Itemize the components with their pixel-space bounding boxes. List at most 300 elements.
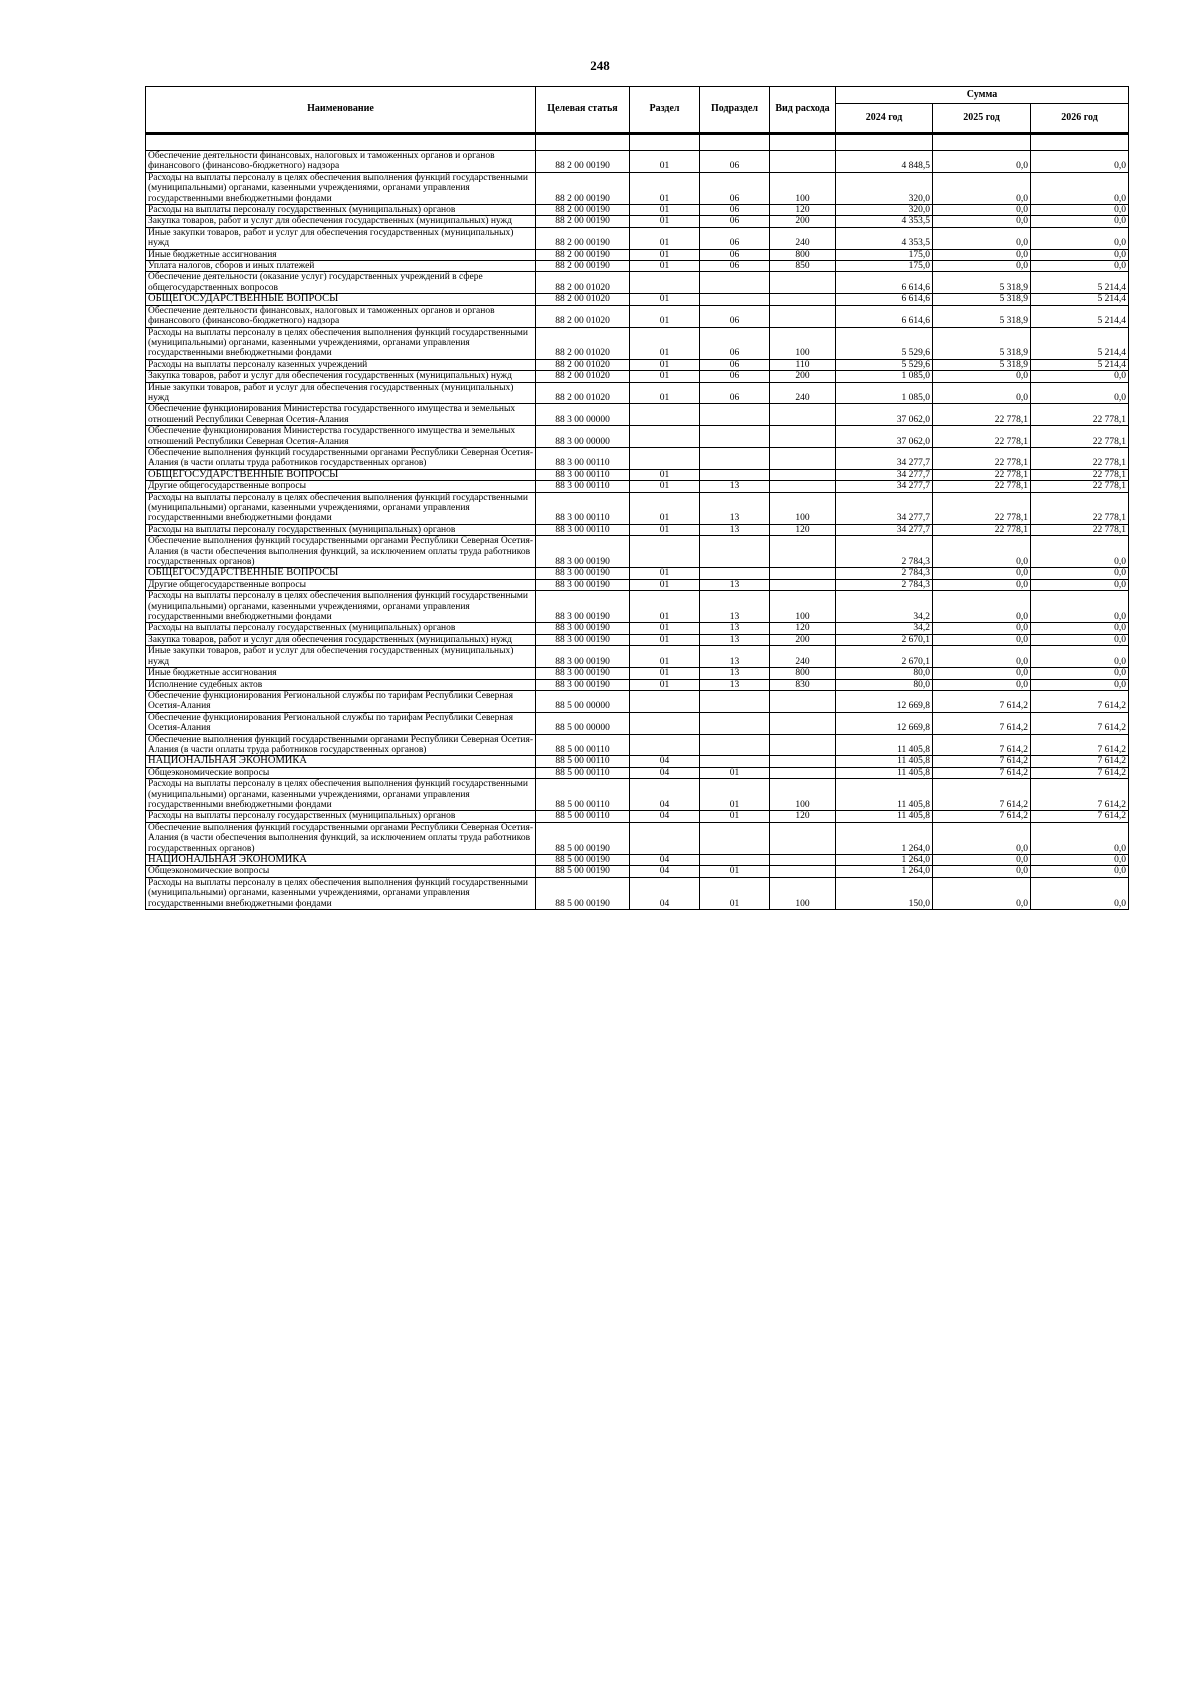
row-amount-2024: 12 669,8: [836, 712, 933, 734]
row-target: 88 3 00 00190: [536, 579, 630, 590]
row-subsection: 13: [700, 492, 770, 524]
row-amount-2024: 34 277,7: [836, 481, 933, 492]
row-amount-2026: 0,0: [1031, 568, 1129, 579]
row-amount-2024: 37 062,0: [836, 426, 933, 448]
row-target: 88 3 00 00190: [536, 634, 630, 645]
table-row: [146, 756, 1129, 767]
row-subsection: 06: [700, 205, 770, 216]
row-section: 01: [630, 359, 700, 370]
table-row: [146, 216, 1129, 227]
row-section: 04: [630, 767, 700, 778]
row-expense-type: [770, 734, 836, 756]
row-name: Обеспечение выполнения функций государственными органами Республики Северная Осетия-Алания (в части оплаты труда работников государственных органов): [146, 734, 536, 756]
table-body: [146, 134, 1129, 910]
row-amount-2024: 80,0: [836, 679, 933, 690]
row-amount-2025: 22 778,1: [933, 469, 1031, 480]
row-expense-type: 120: [770, 623, 836, 634]
row-subsection: 13: [700, 481, 770, 492]
row-section: 01: [630, 327, 700, 359]
row-name: Уплата налогов, сборов и иных платежей: [146, 261, 536, 272]
row-name: Расходы на выплаты персоналу в целях обеспечения выполнения функций государственными (муниципальными) органами, казенными учреждениями, органами управления государственными внебюджетными фондами: [146, 172, 536, 204]
table-row: [146, 261, 1129, 272]
row-target: 88 2 00 00190: [536, 205, 630, 216]
row-amount-2026: 7 614,2: [1031, 712, 1129, 734]
row-amount-2026: 0,0: [1031, 591, 1129, 623]
table-row: [146, 855, 1129, 866]
row-subsection: 06: [700, 371, 770, 382]
row-amount-2026: 0,0: [1031, 227, 1129, 249]
row-amount-2024: 4 353,5: [836, 227, 933, 249]
row-amount-2024: 2 784,3: [836, 568, 933, 579]
table-row: [146, 327, 1129, 359]
table-row: [146, 371, 1129, 382]
row-name: НАЦИОНАЛЬНАЯ ЭКОНОМИКА: [146, 756, 536, 767]
row-amount-2024: 11 405,8: [836, 767, 933, 778]
row-amount-2026: 0,0: [1031, 371, 1129, 382]
row-amount-2026: 0,0: [1031, 579, 1129, 590]
row-subsection: [700, 426, 770, 448]
row-target: 88 3 00 00190: [536, 536, 630, 568]
row-section: [630, 404, 700, 426]
row-target: 88 5 00 00000: [536, 712, 630, 734]
row-amount-2026: 0,0: [1031, 646, 1129, 668]
row-subsection: 06: [700, 305, 770, 327]
row-target: 88 2 00 01020: [536, 305, 630, 327]
row-expense-type: 200: [770, 634, 836, 645]
table-row: [146, 294, 1129, 305]
row-amount-2025: 0,0: [933, 536, 1031, 568]
row-amount-2025: 0,0: [933, 877, 1031, 909]
row-expense-type: [770, 426, 836, 448]
row-name: Обеспечение выполнения функций государственными органами Республики Северная Осетия-Алания (в части оплаты труда работников государственных органов): [146, 447, 536, 469]
row-amount-2025: 0,0: [933, 646, 1031, 668]
row-subsection: 06: [700, 382, 770, 404]
table-row: [146, 492, 1129, 524]
row-expense-type: 120: [770, 811, 836, 822]
row-name: Обеспечение деятельности (оказание услуг) государственных учреждений в сфере общегосударственных вопросов: [146, 272, 536, 294]
table-row: [146, 568, 1129, 579]
row-section: [630, 690, 700, 712]
row-expense-type: [770, 294, 836, 305]
row-amount-2024: 2 784,3: [836, 536, 933, 568]
row-amount-2026: 0,0: [1031, 877, 1129, 909]
row-section: 01: [630, 524, 700, 535]
row-section: 01: [630, 634, 700, 645]
row-amount-2025: 5 318,9: [933, 359, 1031, 370]
row-amount-2024: 175,0: [836, 249, 933, 260]
table-row: [146, 634, 1129, 645]
table-row: [146, 779, 1129, 811]
row-amount-2025: 22 778,1: [933, 447, 1031, 469]
row-amount-2025: 0,0: [933, 634, 1031, 645]
row-amount-2025: 0,0: [933, 172, 1031, 204]
row-subsection: [700, 712, 770, 734]
row-expense-type: 800: [770, 249, 836, 260]
row-amount-2025: 0,0: [933, 579, 1031, 590]
row-amount-2024: 34,2: [836, 591, 933, 623]
table-row: [146, 712, 1129, 734]
row-subsection: [700, 536, 770, 568]
row-subsection: [700, 756, 770, 767]
row-expense-type: 110: [770, 359, 836, 370]
row-amount-2025: 0,0: [933, 216, 1031, 227]
row-amount-2025: 5 318,9: [933, 272, 1031, 294]
row-section: 01: [630, 591, 700, 623]
row-subsection: 13: [700, 646, 770, 668]
row-amount-2025: 0,0: [933, 568, 1031, 579]
row-amount-2025: 0,0: [933, 591, 1031, 623]
row-name: Иные бюджетные ассигнования: [146, 668, 536, 679]
row-amount-2024: 6 614,6: [836, 272, 933, 294]
table-row: [146, 524, 1129, 535]
row-amount-2026: 0,0: [1031, 382, 1129, 404]
row-expense-type: [770, 447, 836, 469]
row-subsection: 06: [700, 151, 770, 173]
row-expense-type: 200: [770, 371, 836, 382]
row-amount-2024: 11 405,8: [836, 811, 933, 822]
row-section: 01: [630, 668, 700, 679]
row-target: 88 5 00 00190: [536, 822, 630, 854]
row-target: 88 2 00 00190: [536, 249, 630, 260]
row-amount-2026: 0,0: [1031, 634, 1129, 645]
row-subsection: 06: [700, 359, 770, 370]
row-subsection: 13: [700, 668, 770, 679]
header-subsection: Подраздел: [700, 87, 770, 134]
row-amount-2024: 320,0: [836, 172, 933, 204]
row-amount-2026: 7 614,2: [1031, 734, 1129, 756]
row-subsection: 06: [700, 327, 770, 359]
row-name: Обеспечение функционирования Министерства государственного имущества и земельных отношений Республики Северная Осетия-Алания: [146, 404, 536, 426]
row-target: 88 3 00 00190: [536, 679, 630, 690]
row-amount-2024: 6 614,6: [836, 305, 933, 327]
row-amount-2026: 5 214,4: [1031, 272, 1129, 294]
row-amount-2024: 1 264,0: [836, 822, 933, 854]
row-amount-2026: 5 214,4: [1031, 305, 1129, 327]
row-subsection: [700, 855, 770, 866]
row-amount-2025: 22 778,1: [933, 524, 1031, 535]
row-amount-2025: 0,0: [933, 249, 1031, 260]
row-target: 88 5 00 00110: [536, 734, 630, 756]
row-amount-2025: 22 778,1: [933, 481, 1031, 492]
row-amount-2026: 5 214,4: [1031, 327, 1129, 359]
row-section: 01: [630, 305, 700, 327]
row-subsection: [700, 469, 770, 480]
row-section: 01: [630, 249, 700, 260]
row-amount-2024: 34 277,7: [836, 469, 933, 480]
row-target: 88 5 00 00110: [536, 756, 630, 767]
row-section: 01: [630, 172, 700, 204]
row-expense-type: [770, 712, 836, 734]
row-subsection: 13: [700, 679, 770, 690]
row-target: 88 2 00 00190: [536, 227, 630, 249]
row-amount-2025: 22 778,1: [933, 426, 1031, 448]
table-row: [146, 679, 1129, 690]
row-target: 88 2 00 01020: [536, 272, 630, 294]
row-target: 88 2 00 01020: [536, 327, 630, 359]
table-row: [146, 404, 1129, 426]
row-amount-2024: 11 405,8: [836, 779, 933, 811]
row-section: 04: [630, 811, 700, 822]
row-target: 88 3 00 00190: [536, 591, 630, 623]
table-row: [146, 469, 1129, 480]
row-section: 04: [630, 877, 700, 909]
row-target: 88 2 00 00190: [536, 151, 630, 173]
row-subsection: 13: [700, 579, 770, 590]
row-expense-type: 830: [770, 679, 836, 690]
table-row: [146, 249, 1129, 260]
row-section: [630, 536, 700, 568]
row-name: Обеспечение выполнения функций государственными органами Республики Северная Осетия-Алания (в части обеспечения выполнения функций, за исключением оплаты труда работников государственных органов): [146, 536, 536, 568]
row-amount-2024: 2 670,1: [836, 646, 933, 668]
row-amount-2025: 0,0: [933, 855, 1031, 866]
row-expense-type: 850: [770, 261, 836, 272]
row-subsection: [700, 822, 770, 854]
row-amount-2025: 0,0: [933, 227, 1031, 249]
table-row: [146, 646, 1129, 668]
row-section: [630, 822, 700, 854]
row-amount-2025: 7 614,2: [933, 690, 1031, 712]
row-amount-2025: 0,0: [933, 822, 1031, 854]
row-amount-2026: 0,0: [1031, 668, 1129, 679]
row-section: 01: [630, 481, 700, 492]
row-subsection: 06: [700, 261, 770, 272]
row-section: 01: [630, 216, 700, 227]
row-target: 88 5 00 00190: [536, 855, 630, 866]
row-target: 88 3 00 00110: [536, 492, 630, 524]
row-name: Расходы на выплаты персоналу государственных (муниципальных) органов: [146, 524, 536, 535]
row-amount-2025: 5 318,9: [933, 305, 1031, 327]
row-amount-2025: 7 614,2: [933, 767, 1031, 778]
table-row: [146, 822, 1129, 854]
row-section: 01: [630, 205, 700, 216]
row-name: Другие общегосударственные вопросы: [146, 579, 536, 590]
row-section: 01: [630, 371, 700, 382]
row-target: 88 5 00 00110: [536, 767, 630, 778]
row-name: Расходы на выплаты персоналу государственных (муниципальных) органов: [146, 623, 536, 634]
row-amount-2024: 2 670,1: [836, 634, 933, 645]
row-amount-2024: 12 669,8: [836, 690, 933, 712]
row-amount-2026: 22 778,1: [1031, 524, 1129, 535]
row-target: 88 3 00 00000: [536, 426, 630, 448]
row-amount-2025: 0,0: [933, 668, 1031, 679]
row-amount-2026: 7 614,2: [1031, 767, 1129, 778]
row-expense-type: [770, 822, 836, 854]
row-subsection: 06: [700, 249, 770, 260]
row-expense-type: [770, 481, 836, 492]
row-amount-2026: 0,0: [1031, 822, 1129, 854]
row-expense-type: [770, 272, 836, 294]
row-subsection: 01: [700, 811, 770, 822]
row-name: НАЦИОНАЛЬНАЯ ЭКОНОМИКА: [146, 855, 536, 866]
table-row: [146, 305, 1129, 327]
row-section: 01: [630, 492, 700, 524]
row-amount-2025: 22 778,1: [933, 492, 1031, 524]
table-row: [146, 272, 1129, 294]
row-target: 88 2 00 01020: [536, 371, 630, 382]
row-target: 88 3 00 00110: [536, 469, 630, 480]
row-amount-2026: 0,0: [1031, 261, 1129, 272]
table-row: [146, 811, 1129, 822]
row-section: [630, 272, 700, 294]
row-target: 88 5 00 00190: [536, 877, 630, 909]
row-amount-2026: 0,0: [1031, 623, 1129, 634]
row-amount-2024: 34 277,7: [836, 524, 933, 535]
row-subsection: 06: [700, 216, 770, 227]
row-target: 88 2 00 01020: [536, 382, 630, 404]
row-amount-2026: 22 778,1: [1031, 469, 1129, 480]
row-name: Иные закупки товаров, работ и услуг для обеспечения государственных (муниципальных) нужд: [146, 227, 536, 249]
row-amount-2024: 2 784,3: [836, 579, 933, 590]
row-section: [630, 734, 700, 756]
row-expense-type: [770, 579, 836, 590]
row-amount-2024: 5 529,6: [836, 327, 933, 359]
row-target: 88 3 00 00190: [536, 568, 630, 579]
row-amount-2025: 0,0: [933, 371, 1031, 382]
table-row: [146, 481, 1129, 492]
row-amount-2025: 5 318,9: [933, 294, 1031, 305]
row-expense-type: 240: [770, 227, 836, 249]
row-expense-type: [770, 305, 836, 327]
row-amount-2026: 7 614,2: [1031, 811, 1129, 822]
row-name: Обеспечение деятельности финансовых, налоговых и таможенных органов и органов финансового (финансово-бюджетного) надзора: [146, 151, 536, 173]
row-name: Закупка товаров, работ и услуг для обеспечения государственных (муниципальных) нужд: [146, 371, 536, 382]
header-year-2024: 2024 год: [836, 104, 933, 134]
row-expense-type: [770, 855, 836, 866]
row-subsection: 06: [700, 172, 770, 204]
row-section: 01: [630, 227, 700, 249]
row-amount-2025: 7 614,2: [933, 712, 1031, 734]
row-target: 88 5 00 00190: [536, 866, 630, 877]
row-amount-2026: 0,0: [1031, 536, 1129, 568]
row-expense-type: [770, 568, 836, 579]
row-expense-type: 240: [770, 382, 836, 404]
row-name: Расходы на выплаты персоналу в целях обеспечения выполнения функций государственными (муниципальными) органами, казенными учреждениями, органами управления государственными внебюджетными фондами: [146, 877, 536, 909]
row-amount-2024: 34 277,7: [836, 492, 933, 524]
row-amount-2024: 1 085,0: [836, 371, 933, 382]
row-expense-type: 240: [770, 646, 836, 668]
row-expense-type: 100: [770, 779, 836, 811]
row-name: Расходы на выплаты персоналу в целях обеспечения выполнения функций государственными (муниципальными) органами, казенными учреждениями, органами управления государственными внебюджетными фондами: [146, 492, 536, 524]
table-row: [146, 877, 1129, 909]
row-section: 01: [630, 261, 700, 272]
row-amount-2026: 22 778,1: [1031, 447, 1129, 469]
row-amount-2026: 0,0: [1031, 216, 1129, 227]
row-amount-2026: 0,0: [1031, 151, 1129, 173]
row-section: 01: [630, 579, 700, 590]
row-subsection: 06: [700, 227, 770, 249]
row-name: Иные закупки товаров, работ и услуг для обеспечения государственных (муниципальных) нужд: [146, 646, 536, 668]
row-amount-2024: 37 062,0: [836, 404, 933, 426]
row-amount-2025: 7 614,2: [933, 779, 1031, 811]
row-amount-2024: 80,0: [836, 668, 933, 679]
row-name: Обеспечение деятельности финансовых, налоговых и таможенных органов и органов финансового (финансово-бюджетного) надзора: [146, 305, 536, 327]
row-expense-type: 120: [770, 524, 836, 535]
row-target: 88 3 00 00190: [536, 623, 630, 634]
row-amount-2024: 4 848,5: [836, 151, 933, 173]
row-subsection: [700, 568, 770, 579]
row-expense-type: 100: [770, 327, 836, 359]
row-section: 01: [630, 382, 700, 404]
table-row: [146, 536, 1129, 568]
row-name: Общеэкономические вопросы: [146, 866, 536, 877]
header-expense-type: Вид расхода: [770, 87, 836, 134]
row-amount-2024: 6 614,6: [836, 294, 933, 305]
row-expense-type: [770, 536, 836, 568]
row-subsection: 01: [700, 767, 770, 778]
row-amount-2025: 22 778,1: [933, 404, 1031, 426]
row-name: ОБЩЕГОСУДАРСТВЕННЫЕ ВОПРОСЫ: [146, 469, 536, 480]
row-amount-2026: 22 778,1: [1031, 426, 1129, 448]
row-name: Расходы на выплаты персоналу в целях обеспечения выполнения функций государственными (муниципальными) органами, казенными учреждениями, органами управления государственными внебюджетными фондами: [146, 591, 536, 623]
row-amount-2025: 7 614,2: [933, 756, 1031, 767]
row-expense-type: [770, 690, 836, 712]
row-subsection: 13: [700, 623, 770, 634]
table-row: [146, 734, 1129, 756]
row-target: 88 2 00 00190: [536, 261, 630, 272]
row-amount-2024: 150,0: [836, 877, 933, 909]
row-amount-2026: 7 614,2: [1031, 779, 1129, 811]
row-target: 88 5 00 00110: [536, 811, 630, 822]
row-target: 88 2 00 00190: [536, 172, 630, 204]
row-amount-2026: 7 614,2: [1031, 756, 1129, 767]
row-target: 88 3 00 00110: [536, 447, 630, 469]
table-row: [146, 426, 1129, 448]
row-amount-2025: 0,0: [933, 151, 1031, 173]
table-row: [146, 227, 1129, 249]
row-name: ОБЩЕГОСУДАРСТВЕННЫЕ ВОПРОСЫ: [146, 294, 536, 305]
row-target: 88 2 00 01020: [536, 294, 630, 305]
row-amount-2024: 11 405,8: [836, 734, 933, 756]
row-amount-2026: 22 778,1: [1031, 492, 1129, 524]
row-amount-2026: 22 778,1: [1031, 404, 1129, 426]
header-target: Целевая статья: [536, 87, 630, 134]
row-expense-type: 100: [770, 492, 836, 524]
row-name: ОБЩЕГОСУДАРСТВЕННЫЕ ВОПРОСЫ: [146, 568, 536, 579]
row-expense-type: [770, 469, 836, 480]
row-section: 01: [630, 151, 700, 173]
row-subsection: 13: [700, 591, 770, 623]
row-name: Расходы на выплаты персоналу в целях обеспечения выполнения функций государственными (муниципальными) органами, казенными учреждениями, органами управления государственными внебюджетными фондами: [146, 779, 536, 811]
row-amount-2024: 34 277,7: [836, 447, 933, 469]
budget-table: [145, 86, 1129, 910]
row-subsection: 01: [700, 779, 770, 811]
row-name: Расходы на выплаты персоналу государственных (муниципальных) органов: [146, 811, 536, 822]
row-expense-type: [770, 151, 836, 173]
table-row: [146, 579, 1129, 590]
row-amount-2025: 0,0: [933, 623, 1031, 634]
row-name: Исполнение судебных актов: [146, 679, 536, 690]
row-amount-2026: 0,0: [1031, 866, 1129, 877]
row-target: 88 5 00 00000: [536, 690, 630, 712]
row-section: 01: [630, 469, 700, 480]
row-section: [630, 712, 700, 734]
table-row: [146, 690, 1129, 712]
row-amount-2026: 5 214,4: [1031, 359, 1129, 370]
row-expense-type: 100: [770, 172, 836, 204]
table-row: [146, 151, 1129, 173]
row-amount-2026: 0,0: [1031, 172, 1129, 204]
row-name: Иные бюджетные ассигнования: [146, 249, 536, 260]
row-amount-2025: 0,0: [933, 382, 1031, 404]
table-row: [146, 359, 1129, 370]
row-amount-2024: 11 405,8: [836, 756, 933, 767]
table-row: [146, 866, 1129, 877]
table-row: [146, 447, 1129, 469]
table-row: [146, 591, 1129, 623]
row-section: 04: [630, 855, 700, 866]
row-expense-type: 100: [770, 591, 836, 623]
row-target: 88 3 00 00190: [536, 668, 630, 679]
